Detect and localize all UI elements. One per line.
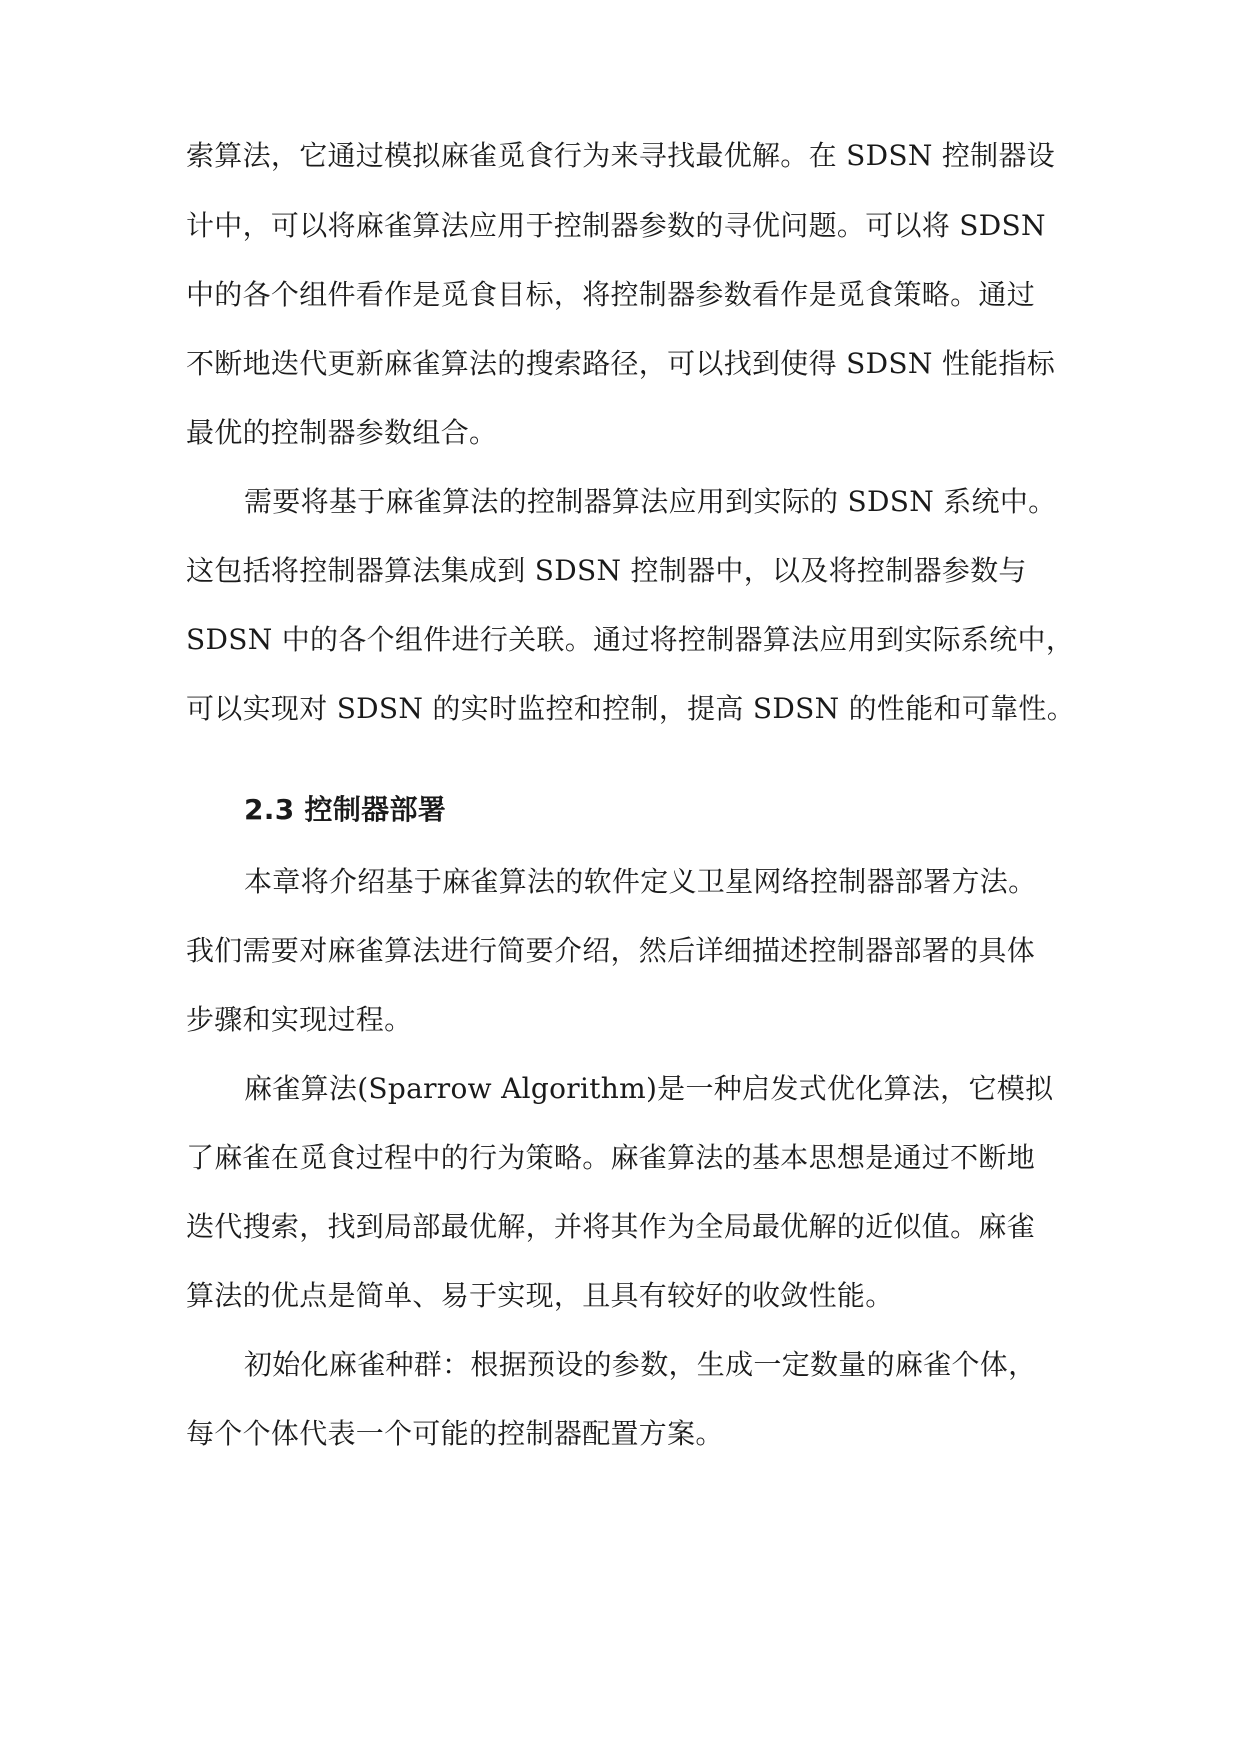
- paragraph-1-line-1: 索算法，它通过模拟麻雀觅食行为来寻找最优解。在 SDSN 控制器设: [186, 139, 1056, 172]
- paragraph-2-line-1: 需要将基于麻雀算法的控制器算法应用到实际的 SDSN 系统中。: [244, 485, 1057, 518]
- paragraph-1-line-4: 不断地迭代更新麻雀算法的搜索路径，可以找到使得 SDSN 性能指标: [186, 347, 1056, 380]
- paragraph-4-line-1: 麻雀算法(Sparrow Algorithm)是一种启发式优化算法，它模拟: [244, 1072, 1054, 1105]
- paragraph-3-line-1: 本章将介绍基于麻雀算法的软件定义卫星网络控制器部署方法。: [244, 865, 1037, 898]
- paragraph-1-line-3: 中的各个组件看作是觅食目标，将控制器参数看作是觅食策略。通过: [186, 278, 1036, 311]
- paragraph-3-line-2: 我们需要对麻雀算法进行简要介绍，然后详细描述控制器部署的具体: [186, 934, 1036, 967]
- paragraph-5-line-1: 初始化麻雀种群：根据预设的参数，生成一定数量的麻雀个体，: [244, 1348, 1037, 1381]
- paragraph-4-line-3: 迭代搜索，找到局部最优解，并将其作为全局最优解的近似值。麻雀: [186, 1210, 1036, 1243]
- paragraph-2-line-4: 可以实现对 SDSN 的实时监控和控制，提高 SDSN 的性能和可靠性。: [186, 692, 1076, 725]
- paragraph-4-line-2: 了麻雀在觅食过程中的行为策略。麻雀算法的基本思想是通过不断地: [186, 1141, 1036, 1174]
- paragraph-4-line-4: 算法的优点是简单、易于实现，且具有较好的收敛性能。: [186, 1279, 894, 1312]
- paragraph-3-line-3: 步骤和实现过程。: [186, 1003, 413, 1036]
- paragraph-5-line-2: 每个个体代表一个可能的控制器配置方案。: [186, 1417, 724, 1450]
- paragraph-2-line-2: 这包括将控制器算法集成到 SDSN 控制器中，以及将控制器参数与: [186, 554, 1027, 587]
- paragraph-1-line-5: 最优的控制器参数组合。: [186, 416, 498, 449]
- paragraph-2-line-3: SDSN 中的各个组件进行关联。通过将控制器算法应用到实际系统中，: [186, 623, 1075, 656]
- section-heading: 2.3 控制器部署: [244, 793, 447, 826]
- paragraph-1-line-2: 计中，可以将麻雀算法应用于控制器参数的寻优问题。可以将 SDSN: [186, 209, 1046, 242]
